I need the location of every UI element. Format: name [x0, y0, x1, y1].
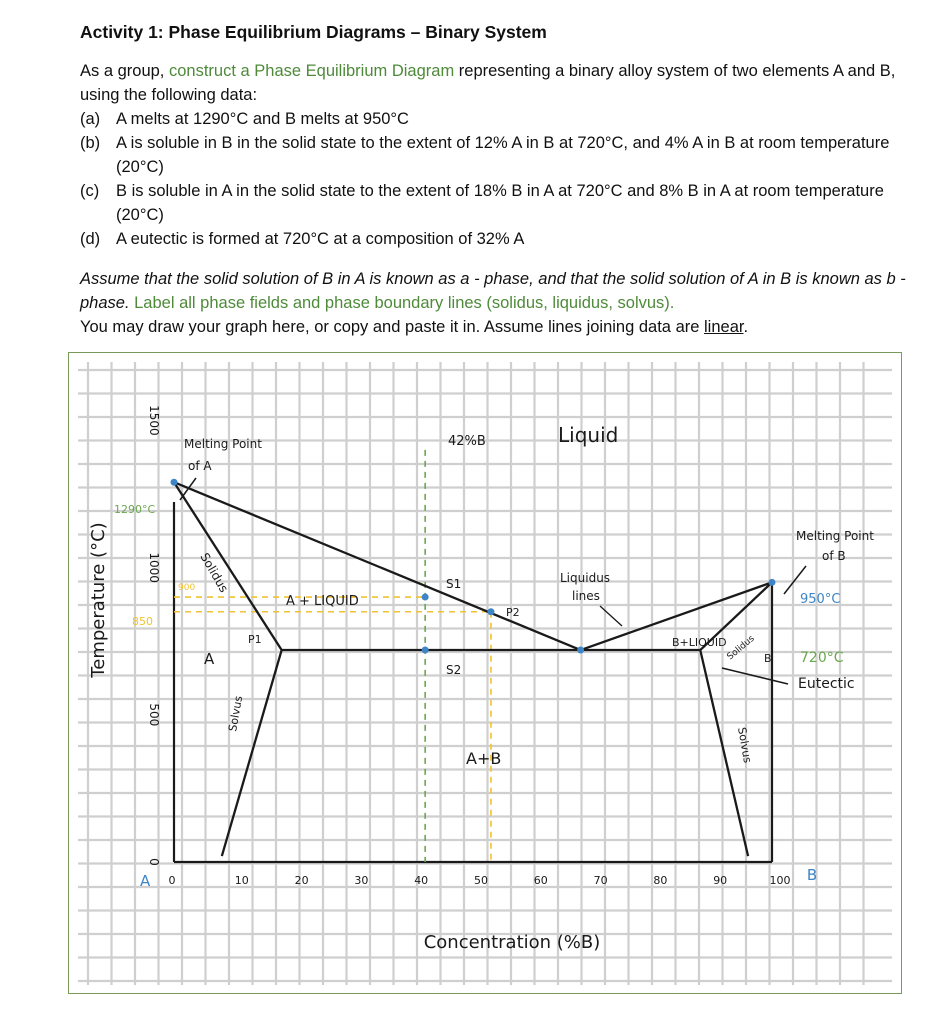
point-eutectic-720-c — [577, 647, 584, 654]
solidus-a-line — [174, 482, 282, 650]
item-label: (a) — [80, 110, 101, 128]
label-42-percent-b: 42%B — [448, 434, 486, 449]
intro-rest: representing a binary alloy system of two elements A and B, using the following data: — [80, 62, 896, 104]
x-label-a: A — [140, 872, 151, 890]
point-950-c — [769, 579, 776, 586]
arrow-liquidus — [600, 606, 622, 626]
label-850: 850 — [132, 615, 153, 628]
label-b-plus-liquid: B+LIQUID — [672, 636, 727, 649]
intro-lead: As a group, — [80, 62, 169, 80]
point-s1 — [422, 594, 429, 601]
assume-text: Assume that the solid solution of B in A is known as a - phase, and that the solid solution of A in B is known as b - phase. — [80, 270, 906, 312]
item-label: (c) — [80, 182, 100, 200]
item-label: (d) — [80, 230, 101, 248]
label-liquid: Liquid — [558, 423, 619, 447]
x-tick-label: 60 — [533, 874, 548, 887]
point-s2 — [422, 647, 429, 654]
label-900: 900 — [178, 583, 196, 593]
item-text: A melts at 1290°C and B melts at 950°C — [116, 110, 409, 128]
liquidus-a-line — [174, 482, 581, 650]
instruction-text: You may draw your graph here, or copy and paste it in. Assume lines joining data are — [80, 318, 705, 336]
x-tick-label: 50 — [474, 874, 488, 887]
label-solvus-left: Solvus — [226, 694, 246, 733]
arrow-melting-b — [784, 566, 806, 594]
label-melting-a2: of A — [188, 459, 212, 473]
x-tick-label: 90 — [713, 874, 728, 887]
point-1290-c — [171, 479, 178, 486]
label-a-plus-b: A+B — [466, 749, 502, 768]
label-s1: S1 — [446, 577, 462, 591]
label-s2: S2 — [446, 663, 462, 677]
label-melting-b: Melting Point — [796, 529, 874, 543]
label-alpha: A — [204, 650, 215, 668]
y-tick-label: 1500 — [147, 405, 161, 436]
item-label: (b) — [80, 134, 101, 152]
label-melting-b2: of B — [822, 549, 846, 563]
y-tick-label: 0 — [147, 858, 161, 866]
x-tick-label: 100 — [769, 874, 791, 887]
point-p2 — [487, 608, 494, 615]
item-text: A is soluble in B in the solid state to the extent of 12% A in B at 720°C, and 4% A in B at room temperature (20°C) — [116, 134, 890, 176]
x-tick-label: 70 — [593, 874, 608, 887]
instruction-end: . — [743, 318, 749, 336]
x-tick-label: 20 — [294, 874, 309, 887]
x-tick-label: 40 — [414, 874, 429, 887]
label-1290: 1290°C — [114, 503, 156, 516]
item-text: B is soluble in A in the solid state to the extent of 18% B in A at 720°C and 8% B in A at room temperature (20°C) — [116, 182, 884, 224]
y-tick-label: 500 — [147, 703, 161, 727]
label-solidus-right: Solidus — [725, 633, 757, 663]
label-melting-a: Melting Point — [184, 437, 262, 451]
assume-highlight: Label all phase fields and phase boundary lines (solidus, liquidus, solvus). — [129, 294, 675, 312]
label-a-plus-liquid: A + LIQUID — [286, 594, 359, 609]
label-beta: B — [764, 652, 772, 665]
x-tick-label: 30 — [354, 874, 369, 887]
label-720: 720°C — [800, 650, 844, 666]
label-liquidus: Liquidus — [560, 571, 611, 585]
label-950: 950°C — [800, 592, 841, 607]
label-liquidus2: lines — [572, 589, 600, 603]
y-axis-title: Temperature (°C) — [88, 522, 109, 678]
x-label-b: B — [806, 866, 818, 884]
label-p2: P2 — [506, 606, 520, 619]
grid — [78, 362, 892, 985]
label-solidus-left: Solidus — [197, 550, 232, 595]
instruction-underlined: linear — [704, 318, 744, 336]
x-tick-label: 80 — [653, 874, 668, 887]
x-tick-label: 0 — [168, 874, 176, 887]
label-eutectic: Eutectic — [798, 676, 855, 692]
page-title: Activity 1: Phase Equilibrium Diagrams – Binary System — [80, 22, 547, 42]
y-tick-label: 1000 — [147, 552, 161, 583]
item-text: A eutectic is formed at 720°C at a composition of 32% A — [116, 230, 525, 248]
intro-highlight: construct a Phase Equilibrium Diagram — [168, 62, 455, 80]
x-axis-title: Concentration (%B) — [423, 932, 601, 953]
label-solvus-right: Solvus — [735, 726, 755, 764]
x-tick-label: 10 — [234, 874, 249, 887]
label-p1: P1 — [248, 633, 262, 646]
